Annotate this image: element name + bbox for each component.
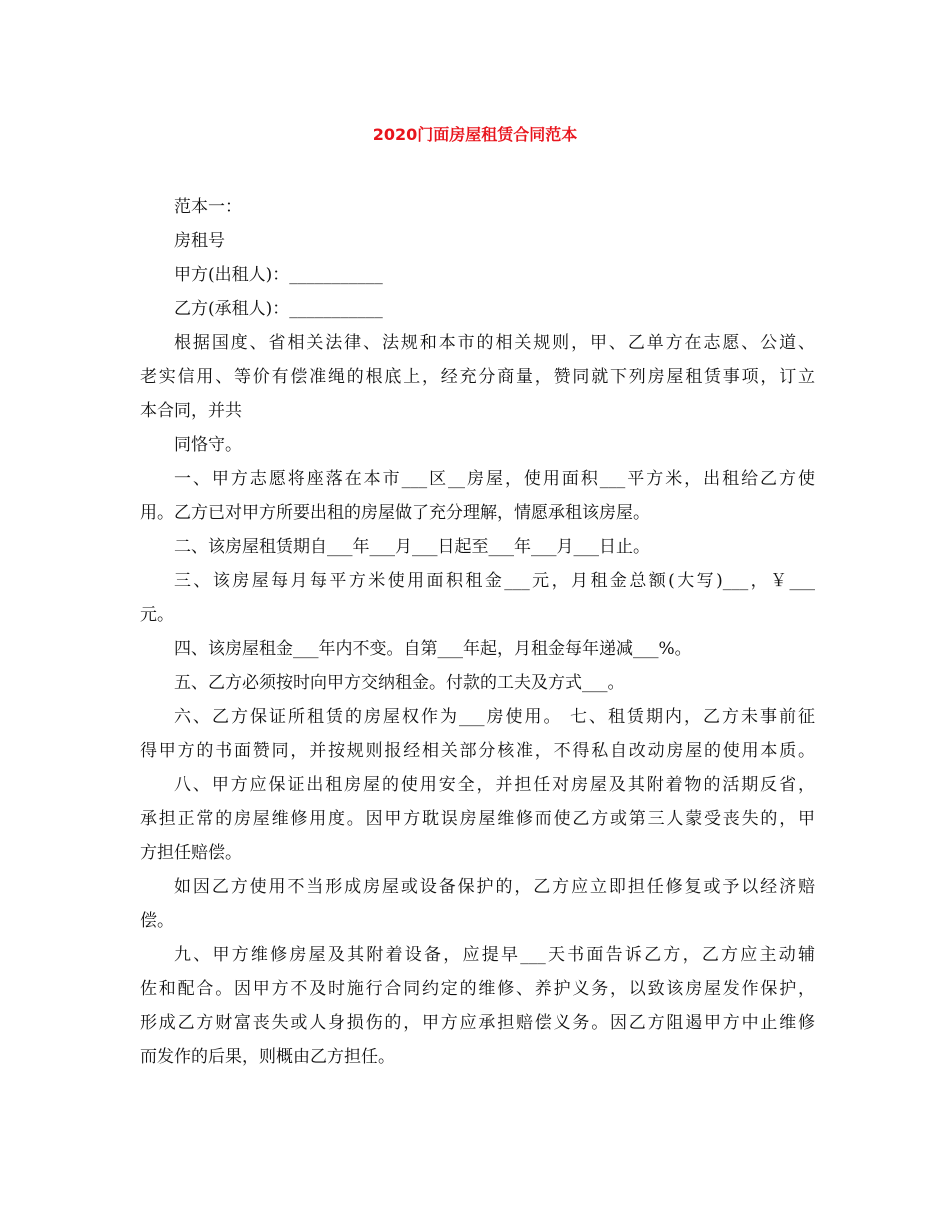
document-line: 佐和配合。因甲方不及时施行合同约定的维修、养护义务，以致该房屋发作保护， [140, 979, 815, 999]
document-line: 范本一： [174, 197, 242, 217]
document-line: 老实信用、等价有偿准绳的根底上，经充分商量，赞同就下列房屋租赁事项，订立 [140, 367, 815, 387]
document-line: 五、乙方必须按时向甲方交纳租金。付款的工夫及方式___。 [174, 673, 625, 693]
document-line: 同恪守。 [174, 435, 242, 455]
document-line: 用。乙方已对甲方所要出租的房屋做了充分理解，情愿承租该房屋。 [140, 503, 650, 523]
document-line: 九、甲方维修房屋及其附着设备，应提早___天书面告诉乙方，乙方应主动辅 [174, 945, 815, 965]
document-title: 2020门面房屋租赁合同范本 [372, 125, 578, 144]
document-line: 乙方(承租人)：___________ [174, 299, 383, 319]
document-line: 六、乙方保证所租赁的房屋权作为___房使用。 七、租赁期内，乙方未事前征 [174, 707, 815, 727]
document-line: 三、该房屋每月每平方米使用面积租金___元，月租金总额(大写)___，￥___ [174, 571, 815, 591]
document-line: 承担正常的房屋维修用度。因甲方耽误房屋维修而使乙方或第三人蒙受丧失的，甲 [140, 809, 815, 829]
document-line: 得甲方的书面赞同，并按规则报经相关部分核准，不得私自改动房屋的使用本质。 [140, 741, 815, 761]
document-line: 八、甲方应保证出租房屋的使用安全，并担任对房屋及其附着物的活期反省， [174, 775, 815, 795]
document-line: 一、甲方志愿将座落在本市___区__房屋，使用面积___平方米，出租给乙方使 [174, 469, 815, 489]
document-line: 元。 [140, 605, 174, 625]
document-line: 如因乙方使用不当形成房屋或设备保护的，乙方应立即担任修复或予以经济赔 [174, 877, 815, 897]
document-body [140, 190, 815, 1074]
document-line: 二、该房屋租赁期自___年___月___日起至___年___月___日止。 [174, 537, 650, 557]
document-line: 本合同，并共 [140, 401, 242, 421]
document-line: 甲方(出租人)：___________ [174, 265, 383, 285]
document-line: 而发作的后果，则概由乙方担任。 [140, 1047, 395, 1067]
document-line: 偿。 [140, 911, 174, 931]
document-line: 形成乙方财富丧失或人身损伤的，甲方应承担赔偿义务。因乙方阻遏甲方中止维修 [140, 1013, 815, 1033]
document-line: 房租号 [174, 231, 225, 251]
document-line: 四、该房屋租金___年内不变。自第___年起，月租金每年递减___%。 [174, 639, 692, 659]
document-line: 方担任赔偿。 [140, 843, 242, 863]
document-line: 根据国度、省相关法律、法规和本市的相关规则，甲、乙单方在志愿、公道、 [174, 333, 815, 353]
